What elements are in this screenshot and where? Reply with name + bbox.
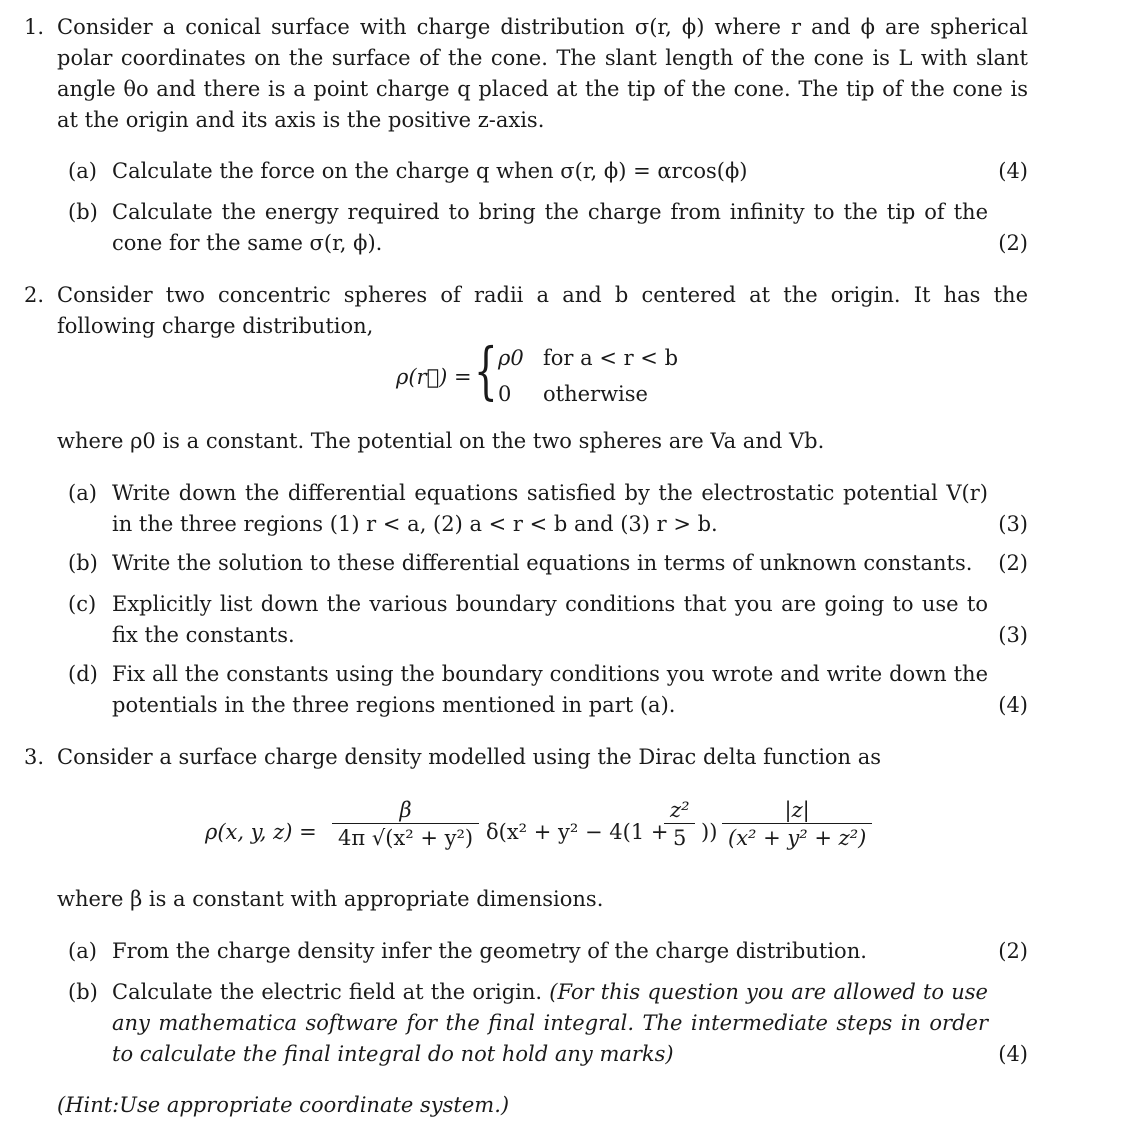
question-text: where β is a constant with appropriate dimensions. [57, 887, 604, 911]
equation-lhs: ρ(r⃗) = [396, 365, 472, 389]
part-text: From the charge density infer the geometry of the charge distribution. [112, 939, 867, 963]
q2-part-a [68, 478, 1028, 540]
q3-part-b [68, 977, 1028, 1070]
fraction-numerator: |z| [722, 797, 872, 824]
fraction-numerator: β [332, 797, 479, 824]
marks: (4) [998, 693, 1028, 717]
question-number: 2. [24, 283, 45, 307]
fraction-numerator: z² [664, 797, 695, 824]
hint-text: (Hint:Use appropriate coordinate system.) [57, 1093, 510, 1117]
q2-part-b [68, 548, 1028, 579]
delta-term: δ(x² + y² − 4(1 + [486, 820, 669, 844]
marks: (2) [998, 551, 1028, 575]
marks: (3) [998, 512, 1028, 536]
fraction-denominator: 5 [673, 826, 687, 850]
question-text: Consider two concentric spheres of radii a and b centered at the origin. It has the following charge distribution, [57, 283, 1028, 338]
part-label: (b) [68, 980, 98, 1004]
part-label: (d) [68, 662, 98, 686]
marks: (3) [998, 623, 1028, 647]
marks: (2) [998, 231, 1028, 255]
fraction-3 [722, 797, 872, 852]
question-3 [24, 742, 1028, 773]
marks: (2) [998, 939, 1028, 963]
case1-value: ρ0 [498, 346, 524, 370]
part-text: Write down the differential equations satisfied by the electrostatic potential V(r) in the three regions (1) r < a, (2) a < r < b and (3) r > b. [112, 481, 988, 536]
part-label: (b) [68, 551, 98, 575]
q2-part-d [68, 659, 1028, 721]
question-2 [24, 280, 1028, 342]
question-text: Consider a surface charge density modelled using the Dirac delta function as [57, 745, 882, 769]
fraction-1 [332, 797, 479, 852]
part-label: (b) [68, 200, 98, 224]
part-main-text: Calculate the electric field at the origin. [112, 980, 543, 1004]
fraction-2 [664, 797, 695, 852]
part-text: Calculate the force on the charge q when σ(r, ϕ) = αrcos(ϕ) [112, 159, 748, 183]
part-text [112, 977, 988, 1070]
part-label: (a) [68, 159, 97, 183]
part-text: Write the solution to these differential equations in terms of unknown constants. [112, 551, 973, 575]
question-text: Consider a conical surface with charge distribution σ(r, ϕ) where r and ϕ are spherical polar coordinates on the surface of the cone. The slant length of the cone is L with slant angle θo and there is a point charge q placed at the tip of the cone. The tip of the cone is at the origin and its axis is the positive z-axis. [57, 15, 1028, 132]
part-text: Explicitly list down the various boundary conditions that you are going to use to fix the constants. [112, 592, 988, 647]
question-text: where ρ0 is a constant. The potential on the two spheres are Va and Vb. [57, 429, 825, 453]
question-1 [24, 12, 1028, 136]
equation-lhs: ρ(x, y, z) = [205, 820, 317, 844]
question-number: 1. [24, 15, 45, 39]
marks: (4) [998, 1042, 1028, 1066]
q1-part-b [68, 197, 1028, 259]
question-number: 3. [24, 745, 45, 769]
marks: (4) [998, 159, 1028, 183]
q2-after [24, 426, 1028, 457]
part-label: (a) [68, 939, 97, 963]
case2-condition: otherwise [543, 382, 648, 406]
fraction-denominator: 4π √(x² + y²) [338, 826, 474, 850]
case1-condition: for a < r < b [543, 346, 679, 370]
q3-part-a [68, 936, 1028, 967]
part-italic-note: (For this question you are allowed to use any mathematica software for the final integral. The intermediate steps in order to calculate the final integral do not hold any marks) [112, 980, 988, 1066]
part-label: (a) [68, 481, 97, 505]
left-brace: { [474, 334, 498, 407]
part-text: Fix all the constants using the boundary conditions you wrote and write down the potentials in the three regions mentioned in part (a). [112, 662, 988, 717]
part-label: (c) [68, 592, 97, 616]
fraction-denominator: (x² + y² + z²) [728, 826, 867, 850]
part-text: Calculate the energy required to bring the charge from infinity to the tip of the cone for the same σ(r, ϕ). [112, 200, 988, 255]
q2-part-c [68, 589, 1028, 651]
closing-parens: )) [701, 820, 718, 844]
q3-after [24, 884, 1028, 915]
case2-value: 0 [498, 382, 512, 406]
q1-part-a [68, 156, 1028, 187]
